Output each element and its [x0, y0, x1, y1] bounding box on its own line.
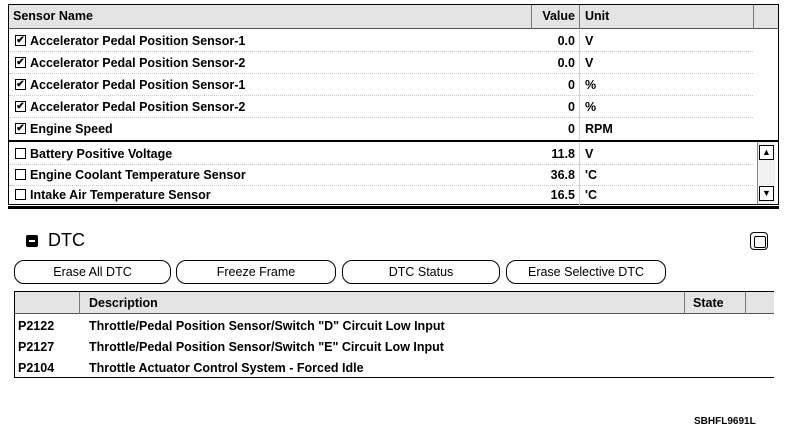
dtc-row[interactable] — [15, 315, 774, 336]
sensor-checkbox[interactable] — [15, 189, 26, 200]
sensor-value: 0.0 — [557, 56, 575, 70]
header-sensor-name[interactable]: Sensor Name — [13, 9, 93, 23]
dtc-code: P2122 — [18, 319, 55, 333]
scroll-down-icon[interactable]: ▼ — [759, 186, 774, 201]
sensor-name: Engine Coolant Temperature Sensor — [30, 168, 246, 182]
sensor-checkbox[interactable]: ✔ — [16, 57, 25, 68]
freeze-frame-button[interactable]: Freeze Frame — [176, 260, 336, 284]
dtc-title: DTC — [48, 230, 85, 250]
sensor-unit: RPM — [585, 122, 613, 136]
sensor-unit: % — [585, 100, 597, 114]
dtc-table-header — [15, 292, 774, 314]
erase-selective-dtc-button[interactable]: Erase Selective DTC — [506, 260, 666, 284]
sensor-value: 0.0 — [557, 34, 575, 48]
sensor-row[interactable] — [9, 30, 753, 52]
window-toggle-icon[interactable] — [750, 232, 768, 250]
dtc-panel — [8, 209, 779, 379]
sensor-name: Engine Speed — [30, 122, 113, 136]
sensor-name: Accelerator Pedal Position Sensor-1 — [30, 78, 246, 92]
sensor-name: Accelerator Pedal Position Sensor-1 — [30, 34, 246, 48]
sensor-checkbox[interactable]: ✔ — [16, 35, 25, 46]
sensor-name: Battery Positive Voltage — [30, 147, 173, 161]
sensor-unit: V — [585, 34, 594, 48]
sensor-row[interactable] — [9, 96, 753, 118]
dtc-row[interactable] — [15, 357, 774, 378]
dtc-status-button[interactable]: DTC Status — [342, 260, 500, 284]
sensor-row[interactable] — [9, 143, 753, 165]
dtc-code: P2104 — [18, 361, 55, 375]
header-description[interactable]: Description — [89, 296, 158, 310]
scroll-up-icon[interactable]: ▲ — [759, 145, 774, 160]
dtc-description: Throttle/Pedal Position Sensor/Switch "D" Circuit Low Input — [89, 319, 445, 333]
fixed-rows-separator — [9, 140, 778, 142]
sensor-value: 0 — [568, 122, 575, 136]
sensor-name: Accelerator Pedal Position Sensor-2 — [30, 56, 246, 70]
sensor-table-header — [9, 5, 778, 29]
header-value[interactable]: Value — [542, 9, 575, 23]
sensor-scrollbar[interactable] — [757, 142, 775, 204]
sensor-unit: 'C — [585, 168, 597, 182]
dtc-code: P2127 — [18, 340, 55, 354]
sensor-checkbox[interactable] — [15, 148, 26, 159]
sensor-row[interactable] — [9, 118, 753, 140]
sensor-value: 0 — [568, 100, 575, 114]
sensor-name: Intake Air Temperature Sensor — [30, 188, 211, 202]
header-state[interactable]: State — [693, 296, 724, 310]
figure-id: SBHFL9691L — [694, 416, 756, 427]
sensor-unit: 'C — [585, 188, 597, 202]
sensor-data-panel — [8, 4, 779, 205]
sensor-value: 0 — [568, 78, 575, 92]
sensor-checkbox[interactable] — [15, 169, 26, 180]
sensor-row[interactable] — [9, 184, 753, 206]
sensor-checkbox[interactable]: ✔ — [16, 101, 25, 112]
sensor-row[interactable] — [9, 164, 753, 186]
dtc-row[interactable] — [15, 336, 774, 357]
sensor-unit: V — [585, 147, 594, 161]
sensor-name: Accelerator Pedal Position Sensor-2 — [30, 100, 246, 114]
sensor-unit: % — [585, 78, 597, 92]
sensor-row[interactable] — [9, 52, 753, 74]
sensor-value: 36.8 — [550, 168, 575, 182]
sensor-checkbox[interactable]: ✔ — [16, 79, 25, 90]
sensor-row[interactable] — [9, 74, 753, 96]
erase-all-dtc-button[interactable]: Erase All DTC — [14, 260, 171, 284]
sensor-unit: V — [585, 56, 594, 70]
dtc-table — [14, 291, 774, 378]
dtc-description: Throttle Actuator Control System - Forced Idle — [89, 361, 364, 375]
dtc-description: Throttle/Pedal Position Sensor/Switch "E" Circuit Low Input — [89, 340, 444, 354]
collapse-icon[interactable] — [26, 235, 38, 247]
sensor-value: 16.5 — [550, 188, 575, 202]
header-unit[interactable]: Unit — [585, 9, 610, 23]
sensor-checkbox[interactable]: ✔ — [16, 123, 25, 134]
sensor-value: 11.8 — [551, 147, 575, 161]
